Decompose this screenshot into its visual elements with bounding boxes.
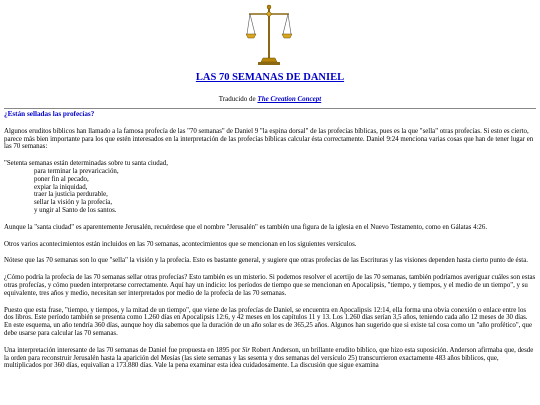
verse-line: expiar la iniquidad, <box>34 183 88 191</box>
paragraph-events: Otros varios acontecimientos están incluidos en las 70 semanas, acontecimientos que se mencionan en los siguientes versículos. <box>4 240 357 248</box>
paragraph-mystery: ¿Cómo podría la profecía de las 70 semanas sellar otras profecías? Esto también es un misterio. Si podemos resolver el acertijo de las 70 semanas, también podríamos averiguar cuáles son estas otras profecías, y cómo pueden interpretarse correctamente. Aquí hay un indicio: los períodos de tiempo que se mencionan en Apocalipsis, "tiempo, y tiempos, y el medio de un tiempo", y su equivalente, tres años y medio, necesitan ser interpretados por medio de la profecía de las 70 semanas. <box>4 274 536 297</box>
verse-quote <box>4 160 536 215</box>
page-title[interactable]: LAS 70 SEMANAS DE DANIEL <box>195 72 345 83</box>
anderson-text-end: Robert Anderson, un brillante erudito bíblico, que hizo esta suposición. Anderson afirmaba que, desde la orden para reconstruir Jerusalén hasta la aparición del Mesías (las siete semanas y las sesenta y dos semanas del versículo 25) transcurrieron exactamente 483 años bíblicos, que, multiplicados por 360 días, equivalían a 173.880 días. Vale la pena examinar esta idea cuidadosamente. La discusión que sigue examina <box>4 346 534 370</box>
verse-line: y ungir al Santo de los santos. <box>34 206 117 214</box>
byline-prefix: Traducido de <box>218 95 258 103</box>
article-body <box>4 111 536 370</box>
paragraph-intro: Algunos eruditos bíblicos han llamado a la famosa profecía de las "70 semanas" de Daniel 9 "la espina dorsal" de las profecías bíblicas, pues es la que "sella" otras profecías. Si esto es cierto, parece más bien importante para los que estén interesados en la interpretación de las profecías bíblicas calcular ésta correctamente. Daniel 9:24 menciona varias cosas que han de tener lugar en las 70 semanas: <box>4 127 534 151</box>
paragraph-seal: Nótese que las 70 semanas son lo que "sella" la visión y la profecía. Esto es bastante general, y sugiere que otras profecías de las Escrituras y las visiones dependen hasta cierto punto de ésta. <box>4 257 528 265</box>
byline <box>0 95 540 103</box>
source-link[interactable]: The Creation Concept <box>257 95 322 103</box>
verse-line: traer la justicia perdurable, <box>34 191 108 199</box>
paragraph-time-phrase: Puesto que esta frase, "tiempo, y tiempos, y la mitad de un tiempo", que viene de las profecías de Daniel, se encuentra en Apocalipsis 12:14, ella forma una obvia conexión o enlace entre los dos libros. Este período también se presenta como 1.260 días en Apocalipsis 12:6, y 42 meses en los capítulos 11 y 13. Los 1.260 días serían 3,5 años, teniendo cada año 12 meses de 30 días. En este esquema, un año tendría 360 días, aunque hoy día sabemos que la duración de un año solar es de 365,25 años. Algunos han sugerido que si existe tal cosa como un "año profético", que debe usarse para calcular las 70 semanas. <box>4 306 533 337</box>
anderson-text-start: Una interpretación interesante de las 70 semanas de Daniel fue propuesta en 1895 por <box>4 346 243 354</box>
divider <box>4 108 536 109</box>
verse-line: "Setenta semanas están determinadas sobre tu santa ciudad, <box>4 160 168 168</box>
section-heading: ¿Están selladas las profecías? <box>4 110 95 118</box>
balance-scale-icon <box>246 4 292 66</box>
paragraph-anderson <box>4 347 536 370</box>
verse-line: sellar la visión y la profecía, <box>34 199 113 207</box>
verse-line: para terminar la prevaricación, <box>34 167 119 175</box>
paragraph-jerusalem: Aunque la "santa ciudad" es aparentemente Jerusalén, recuérdese que el nombre "Jerusalén" es también una figura de la iglesia en el Nuevo Testamento, como en Gálatas 4:26. <box>4 223 488 231</box>
verse-line: poner fin al pecado, <box>34 175 89 183</box>
sir-title: Sir <box>242 346 251 354</box>
